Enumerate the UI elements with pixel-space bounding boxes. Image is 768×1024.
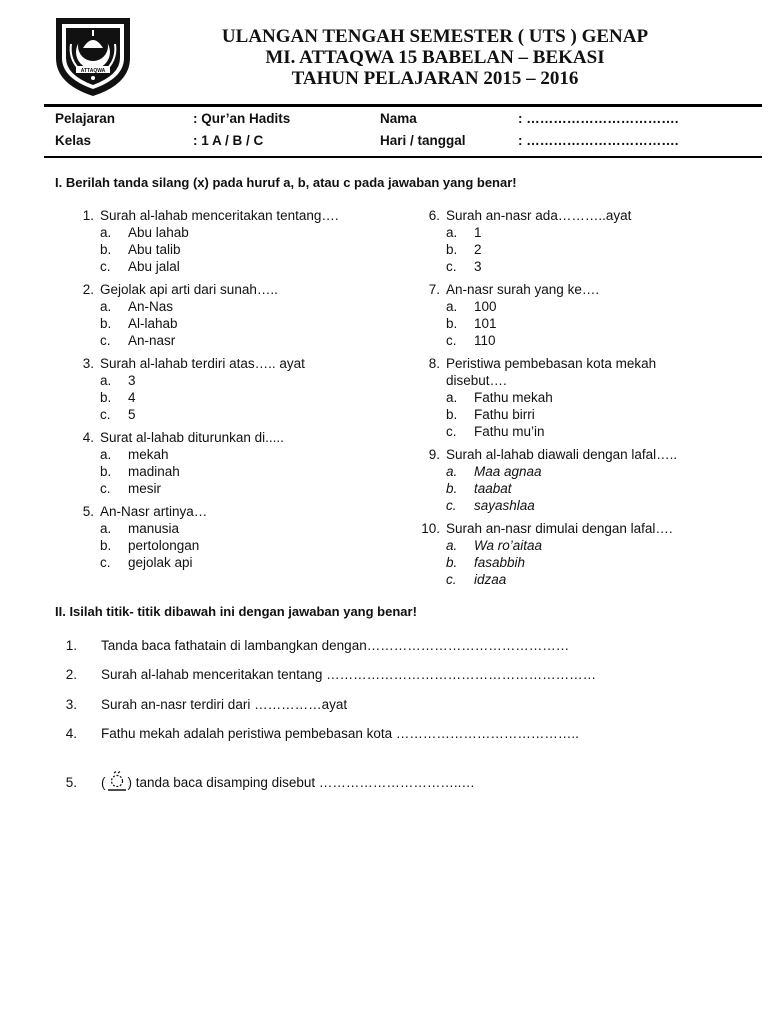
fill-item-number: 1. [65, 638, 77, 653]
option-text: gejolak api [128, 555, 193, 570]
question-text: Surah al-lahab menceritakan tentang…. [100, 208, 339, 223]
option-letter: b. [446, 407, 458, 422]
fill-item-text: Fathu mekah adalah peristiwa pembebasan kota ………………………………….. [101, 726, 579, 741]
option-letter: b. [100, 242, 112, 257]
fill-item[interactable] [55, 771, 475, 791]
option-letter: c. [446, 333, 457, 348]
fill-item-text: Surah al-lahab menceritakan tentang …………………………………………………… [101, 667, 597, 682]
option-letter: a. [446, 464, 458, 479]
fill-item-number: 5. [65, 775, 77, 790]
option-text: 4 [128, 390, 136, 405]
fill-item[interactable] [55, 726, 579, 741]
exam-title-line1: ULANGAN TENGAH SEMESTER ( UTS ) GENAP [221, 26, 649, 47]
option-letter: c. [446, 498, 457, 513]
question-number: 1. [82, 208, 94, 223]
option-letter: c. [100, 481, 111, 496]
option-letter: b. [446, 242, 458, 257]
question-number: 9. [428, 447, 440, 462]
question-text: Surah an-nasr dimulai dengan lafal…. [446, 521, 673, 536]
kelas-label: Kelas [55, 133, 92, 148]
option-letter: b. [446, 481, 458, 496]
question-text: Gejolak api arti dari sunah….. [100, 282, 278, 297]
option-letter: a. [100, 373, 112, 388]
option-letter: a. [446, 225, 458, 240]
section2-title: II. Isilah titik- titik dibawah ini dengan jawaban yang benar! [55, 604, 417, 619]
fill-item-text: ) tanda baca disamping disebut …………………………..… [127, 775, 475, 790]
question-number: 4. [82, 430, 94, 445]
option-letter: c. [446, 424, 457, 439]
option-letter: c. [446, 572, 457, 587]
option-letter: a. [446, 390, 458, 405]
option-letter: b. [446, 316, 458, 331]
fill-item-number: 2. [65, 667, 77, 682]
option-text: Maa agnaa [474, 464, 542, 479]
option-text: idzaa [474, 572, 507, 587]
option-text: Fathu mekah [474, 390, 553, 405]
pelajaran-label: Pelajaran [55, 111, 116, 126]
question-number: 7. [428, 282, 440, 297]
option-text: taabat [474, 481, 512, 496]
nama-label: Nama [380, 111, 417, 126]
question-number: 8. [428, 356, 440, 371]
option-text: madinah [128, 464, 180, 479]
option-letter: a. [446, 538, 458, 553]
question-number: 10. [421, 521, 440, 536]
question-number: 3. [82, 356, 94, 371]
question-text: Surah al-lahab diawali dengan lafal….. [446, 447, 678, 462]
question-text: Peristiwa pembebasan kota mekah disebut…. [446, 356, 657, 388]
option-letter: b. [100, 538, 112, 553]
option-letter: c. [100, 555, 111, 570]
exam-title-line3: TAHUN PELAJARAN 2015 – 2016 [291, 68, 579, 89]
fill-item-text: Surah an-nasr terdiri dari ……………ayat [101, 697, 348, 712]
fill-item-number: 3. [65, 697, 77, 712]
question-number: 2. [82, 282, 94, 297]
fill-item[interactable] [55, 697, 347, 712]
option-text: 100 [474, 299, 497, 314]
fill-item[interactable] [55, 667, 596, 682]
option-text: fasabbih [474, 555, 526, 570]
fill-item-text: Tanda baca fathatain di lambangkan dengan……………………………………… [101, 638, 570, 653]
option-text: Abu lahab [128, 225, 189, 240]
pelajaran-value: : Qur’an Hadits [193, 111, 291, 126]
option-letter: b. [100, 316, 112, 331]
option-text: pertolongan [128, 538, 200, 553]
option-text: 2 [474, 242, 482, 257]
option-letter: b. [100, 390, 112, 405]
option-text: Fathu mu’in [474, 424, 545, 439]
section1-title: I. Berilah tanda silang (x) pada huruf a, b, atau c pada jawaban yang benar! [55, 175, 517, 190]
option-letter: a. [100, 299, 112, 314]
question-text: Surah an-nasr ada………..ayat [446, 208, 632, 223]
option-text: Abu jalal [128, 259, 180, 274]
option-text: 1 [474, 225, 482, 240]
option-text: manusia [128, 521, 180, 536]
option-text: Abu talib [128, 242, 181, 257]
option-text: Fathu birri [474, 407, 535, 422]
fathatain-glyph-icon [106, 771, 128, 791]
option-text: 5 [128, 407, 136, 422]
question-number: 5. [82, 504, 94, 519]
question-number: 6. [428, 208, 440, 223]
option-letter: c. [100, 333, 111, 348]
option-text: 101 [474, 316, 497, 331]
nama-field[interactable]: : ……………………………. [518, 111, 679, 126]
option-letter: c. [100, 259, 111, 274]
option-text: sayashlaa [474, 498, 535, 513]
option-letter: a. [100, 447, 112, 462]
option-text: 3 [128, 373, 136, 388]
option-text: 3 [474, 259, 482, 274]
hari-label: Hari / tanggal [380, 133, 466, 148]
option-text: Wa ro’aitaa [474, 538, 543, 553]
question-text: An-Nasr artinya… [100, 504, 208, 519]
option-letter: a. [446, 299, 458, 314]
option-text: An-nasr [128, 333, 176, 348]
question-text: An-nasr surah yang ke…. [446, 282, 600, 297]
svg-text:ATTAQWA: ATTAQWA [80, 68, 106, 74]
option-text: Al-lahab [128, 316, 178, 331]
option-text: 110 [474, 333, 496, 348]
fill-item-open-paren: ( [101, 775, 106, 790]
option-text: mekah [128, 447, 169, 462]
option-letter: a. [100, 521, 112, 536]
fill-in-list [55, 0, 715, 1024]
hari-field[interactable]: : ……………………………. [518, 133, 679, 148]
option-letter: a. [100, 225, 112, 240]
option-letter: c. [100, 407, 111, 422]
option-letter: b. [100, 464, 112, 479]
question-text: Surah al-lahab terdiri atas….. ayat [100, 356, 305, 371]
exam-title-line2: MI. ATTAQWA 15 BABELAN – BEKASI [265, 47, 605, 68]
option-letter: b. [446, 555, 458, 570]
option-letter: c. [446, 259, 457, 274]
option-text: mesir [128, 481, 161, 496]
option-text: An-Nas [128, 299, 174, 314]
fill-item[interactable] [55, 638, 569, 653]
fill-item-number: 4. [65, 726, 77, 741]
kelas-value: : 1 A / B / C [193, 133, 264, 148]
question-text: Surat al-lahab diturunkan di..... [100, 430, 284, 445]
